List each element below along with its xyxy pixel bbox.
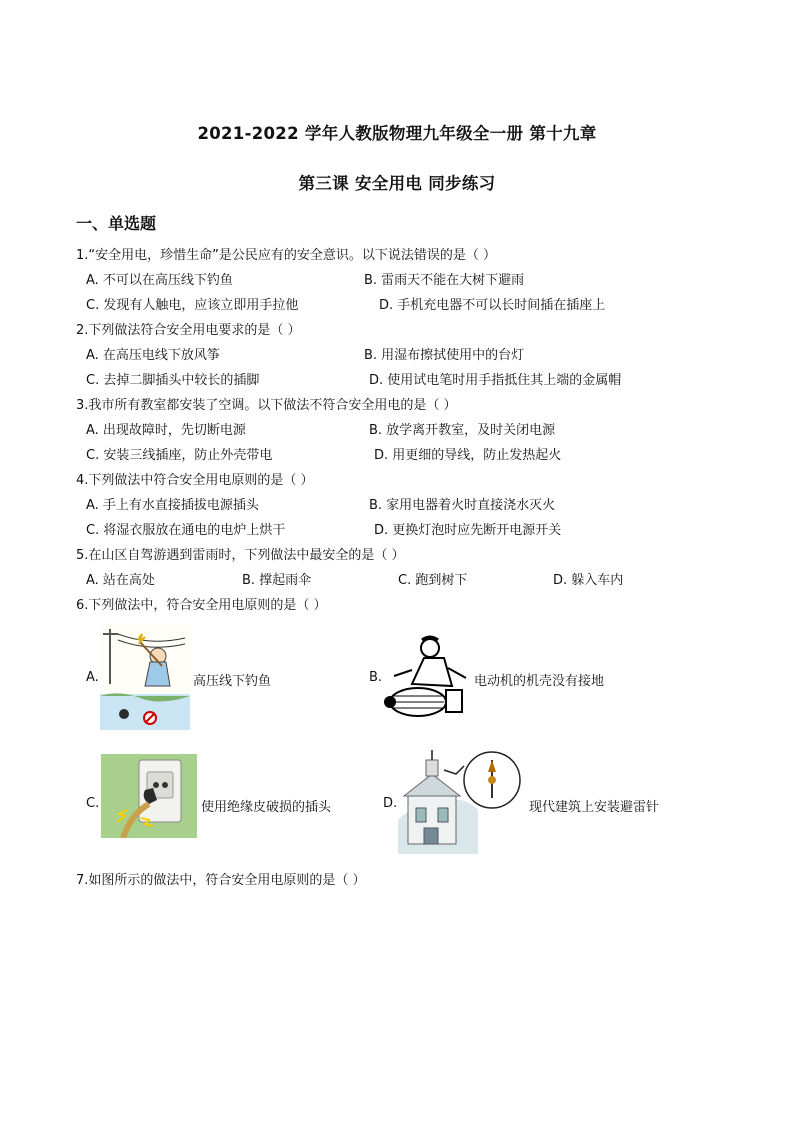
question-5-stem: 5.在山区自驾游遇到雷雨时，下列做法中最安全的是（ ） [76,548,405,563]
document-title-line1: 2021-2022 学年人教版物理九年级全一册 第十九章 [197,124,597,143]
question-6-option-d-caption: 现代建筑上安装避雷针 [529,800,660,815]
question-2-option-a: A. 在高压电线下放风筝 [86,348,220,363]
ungrounded-motor-illustration [382,634,472,720]
question-2-option-d: D. 使用试电笔时用手指抵住其上端的金属帽 [369,373,622,388]
question-6-option-c-caption: 使用绝缘皮破损的插头 [201,800,332,815]
question-2-option-b: B. 用湿布擦拭使用中的台灯 [364,348,525,363]
lightning-rod-building-illustration [398,750,526,854]
question-6-option-b-letter: B. [369,670,383,685]
question-3-option-c: C. 安装三线插座，防止外壳带电 [86,448,273,463]
question-4-option-c: C. 将湿衣服放在通电的电炉上烘干 [86,523,286,538]
question-6-option-a-caption: 高压线下钓鱼 [193,674,272,689]
question-3-stem: 3.我市所有教室都安装了空调。以下做法不符合安全用电的是（ ） [76,398,457,413]
question-2-option-c: C. 去掉二脚插头中较长的插脚 [86,373,260,388]
question-5-option-a: A. 站在高处 [86,573,155,588]
document-title-line2: 第三课 安全用电 同步练习 [298,174,496,193]
question-4-option-b: B. 家用电器着火时直接浇水灭火 [369,498,556,513]
question-2-stem: 2.下列做法符合安全用电要求的是（ ） [76,323,301,338]
question-1-option-a: A. 不可以在高压线下钓鱼 [86,273,233,288]
question-3-option-b: B. 放学离开教室，及时关闭电源 [369,423,556,438]
question-6-option-a-letter: A. [86,670,99,685]
question-5-option-c: C. 跑到树下 [398,573,468,588]
question-1-option-d: D. 手机充电器不可以长时间插在插座上 [379,298,606,313]
section-heading: 一、单选题 [76,214,157,233]
question-5-option-b: B. 撑起雨伞 [242,573,312,588]
question-3-option-a: A. 出现故障时，先切断电源 [86,423,246,438]
question-6-option-d-letter: D. [383,796,398,811]
question-6-option-c-letter: C. [86,796,100,811]
question-1-option-b: B. 雷雨天不能在大树下避雨 [364,273,525,288]
question-6-option-b-caption: 电动机的机壳没有接地 [474,674,605,689]
question-3-option-d: D. 用更细的导线，防止发热起火 [374,448,562,463]
high-voltage-fishing-illustration [100,624,190,730]
question-6-stem: 6.下列做法中，符合安全用电原则的是（ ） [76,598,327,613]
question-4-stem: 4.下列做法中符合安全用电原则的是（ ） [76,473,314,488]
question-4-option-a: A. 手上有水直接插拔电源插头 [86,498,259,513]
question-1-option-c: C. 发现有人触电，应该立即用手拉他 [86,298,299,313]
damaged-plug-illustration [101,754,197,838]
question-1-stem: 1.“安全用电，珍惜生命”是公民应有的安全意识。以下说法错误的是（ ） [76,248,497,263]
question-7-stem: 7.如图所示的做法中，符合安全用电原则的是（ ） [76,873,366,888]
question-4-option-d: D. 更换灯泡时应先断开电源开关 [374,523,562,538]
question-5-option-d: D. 躲入车内 [553,573,624,588]
